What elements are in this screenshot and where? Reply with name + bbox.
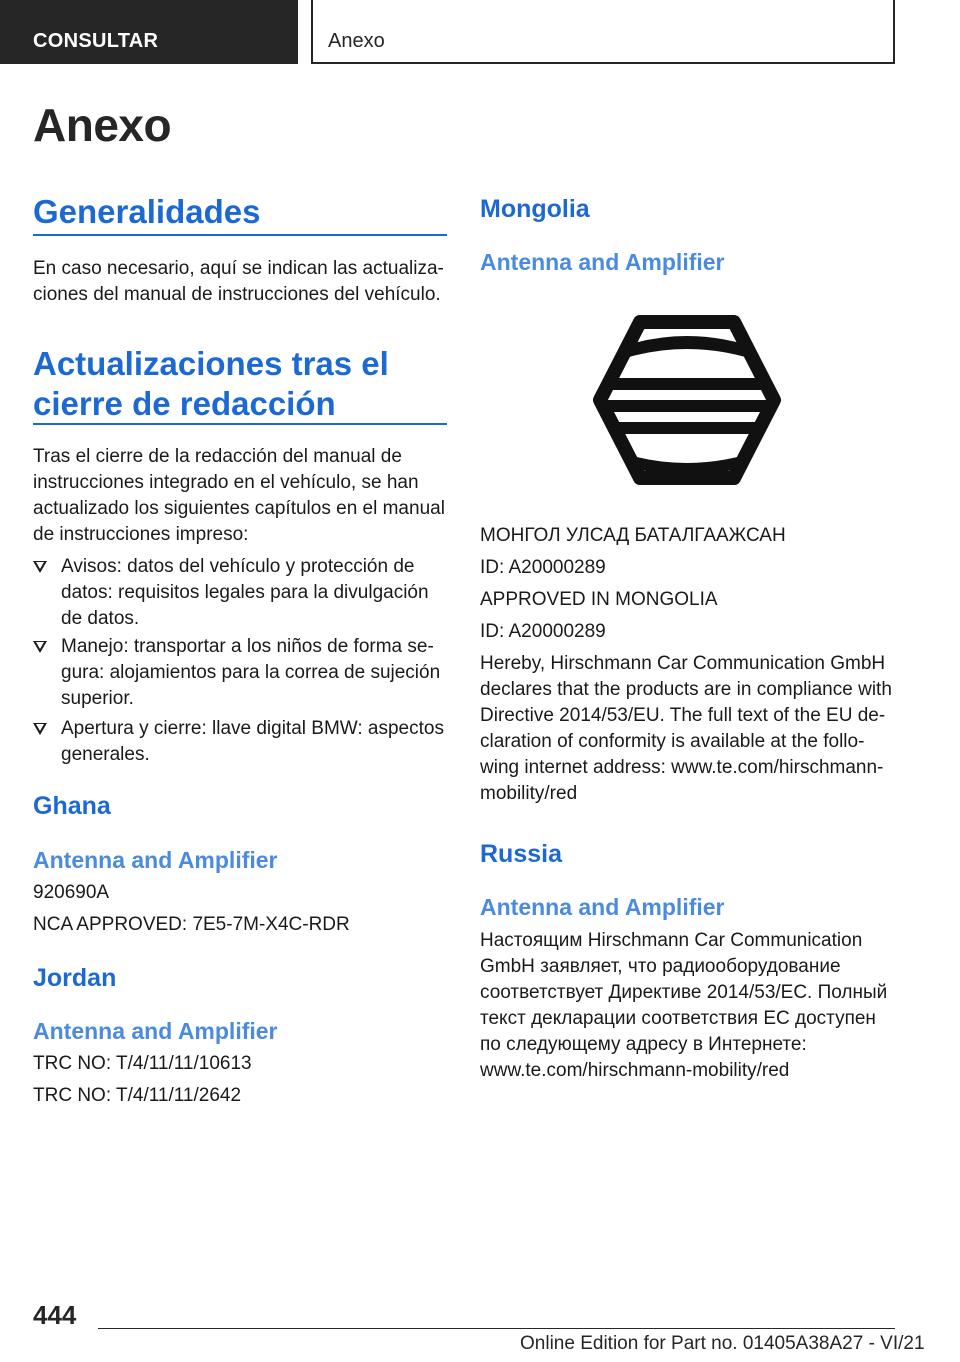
footer-edition-text: Online Edition for Part no. 01405A38A27 - VI/21 xyxy=(520,1333,925,1354)
heading-rule xyxy=(33,234,447,236)
heading-ghana: Ghana xyxy=(33,792,111,820)
subheading-jordan-antenna: Antenna and Amplifier xyxy=(33,1018,278,1044)
ghana-text: 920690A NCA APPROVED: 7E5-7M-X4C-RDR xyxy=(33,882,350,935)
triangle-bullet-icon xyxy=(33,723,47,735)
subheading-ghana-antenna: Antenna and Amplifier xyxy=(33,847,278,873)
russia-text: Настоящим Hirschmann Car Communication GmbH заявляет, что радиооборудование соответствует Директиве 2014/53/EC. Полный текст декларации соответствия EC доступен по следующему адресу в Интернете: www.te.com/hirschmann-mobility/red xyxy=(480,930,888,1081)
heading-jordan: Jordan xyxy=(33,964,117,992)
header-section-label: Anexo xyxy=(311,0,895,64)
footer-rule xyxy=(98,1328,895,1329)
heading-russia: Russia xyxy=(480,840,562,868)
header-tab-consultar[interactable]: CONSULTAR xyxy=(0,0,298,64)
heading-generalidades: Generalidades xyxy=(33,193,261,230)
heading-mongolia: Mongolia xyxy=(480,195,590,223)
heading-actualizaciones: Actualizaciones tras el cierre de redacción xyxy=(33,345,389,422)
heading-rule xyxy=(33,423,447,425)
mongolia-text: МОНГОЛ УЛСАД БАТАЛГААЖСАН ID: A20000289 APPROVED IN MONGOLIA ID: A20000289 Hereby, Hirschmann Car Communication GmbH declares that the products are in compliance with Directive 2014/53/EU. The full text of the EU de‐ claration of conformity is available at the follo‐ wing internet address: www.te.com/hirschmann- mobility/red xyxy=(480,525,892,804)
jordan-text: TRC NO: T/4/11/11/10613 TRC NO: T/4/11/11/2642 xyxy=(33,1053,252,1106)
mongolia-certification-logo-icon xyxy=(592,314,782,486)
page-title: Anexo xyxy=(33,99,172,151)
subheading-mongolia-antenna: Antenna and Amplifier xyxy=(480,249,725,275)
triangle-bullet-icon xyxy=(33,641,47,653)
page-number: 444 xyxy=(33,1300,77,1330)
subheading-russia-antenna: Antenna and Amplifier xyxy=(480,894,725,920)
triangle-bullet-icon xyxy=(33,561,47,573)
actualizaciones-intro: Tras el cierre de la redacción del manual de instrucciones integrado en el vehículo, se han actualizado los siguientes capítulos en el manual de instrucciones impreso: xyxy=(33,446,445,545)
generalidades-text: En caso necesario, aquí se indican las actualiza‐ ciones del manual de instrucciones del vehículo. xyxy=(33,258,444,305)
